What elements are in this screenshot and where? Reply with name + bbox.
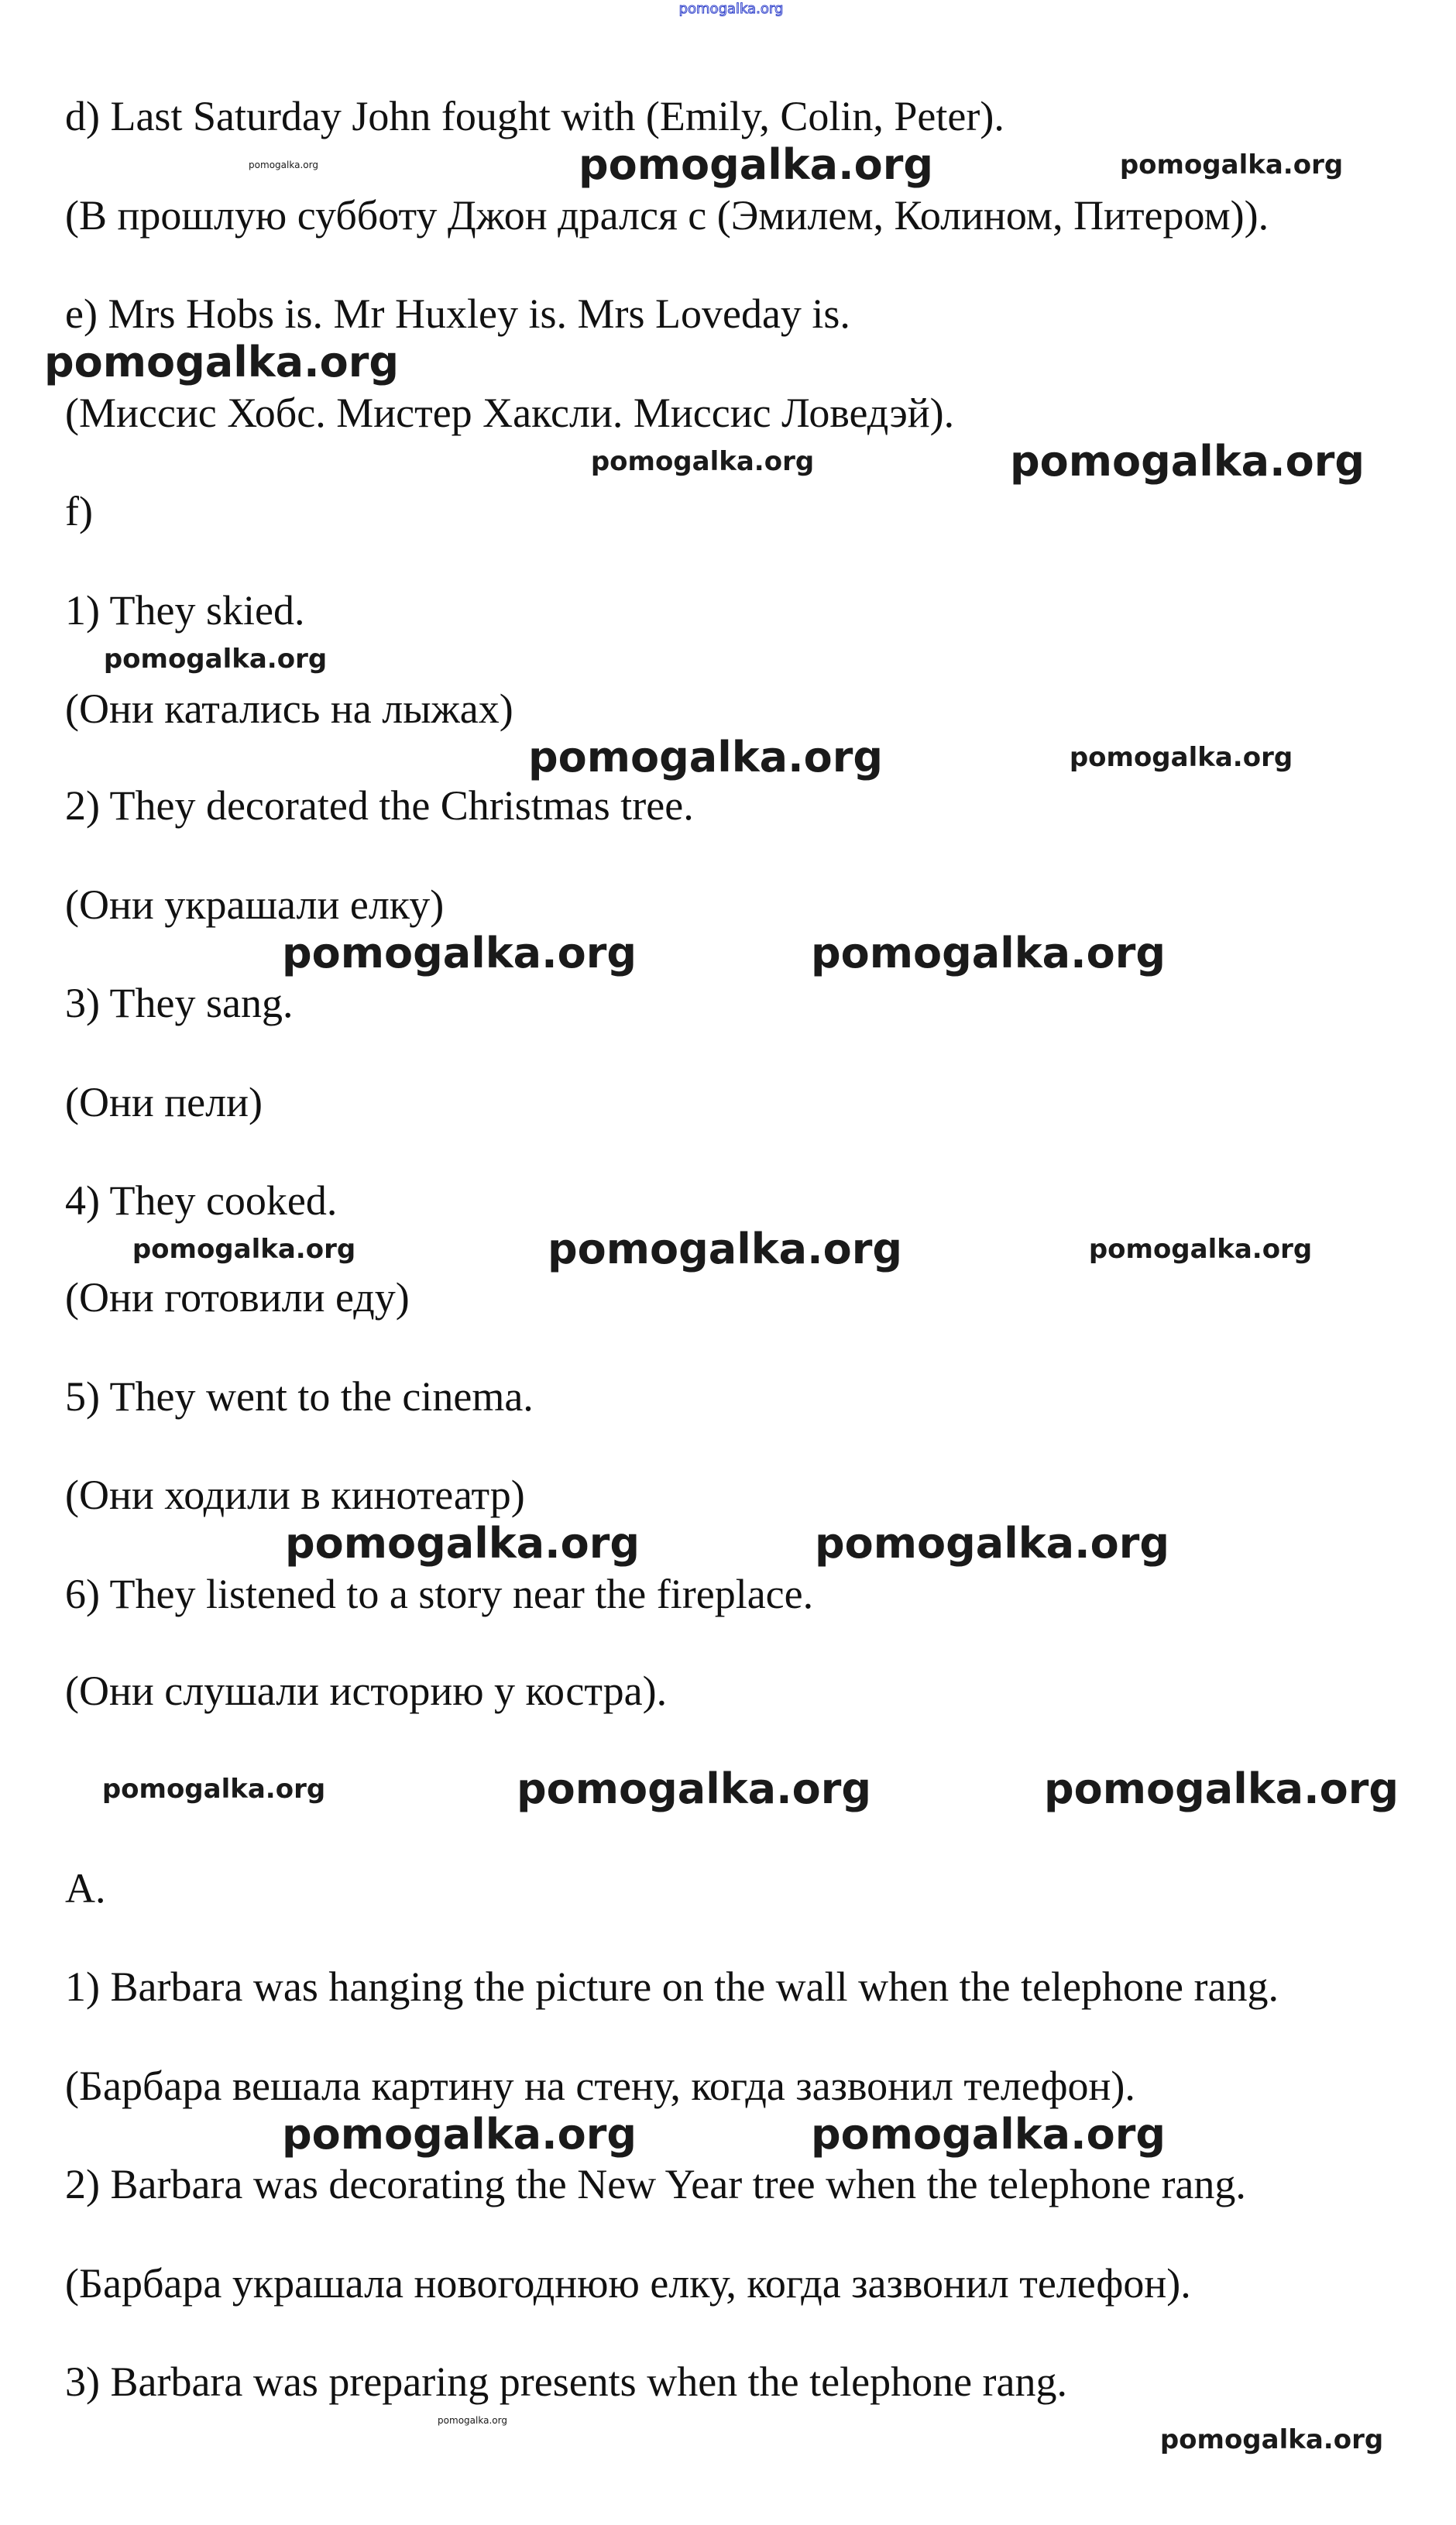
text-line: 3) They sang. [65,980,294,1026]
text-line: (Они готовили еду) [65,1274,410,1321]
watermark: pomogalka.org [438,2415,507,2426]
text-line: 6) They listened to a story near the fireplace. [65,1571,814,1617]
text-line: 4) They cooked. [65,1177,338,1224]
text-line: 2) Barbara was decorating the New Year tree when the telephone rang. [65,2161,1246,2207]
watermark: pomogalka.org [132,1234,356,1265]
text-line: d) Last Saturday John fought with (Emily, Colin, Peter). [65,93,1004,139]
watermark: pomogalka.org [579,140,933,189]
watermark: pomogalka.org [1159,2424,1384,2455]
watermark: pomogalka.org [1088,1234,1313,1265]
watermark: pomogalka.org [44,338,399,386]
watermark: pomogalka.org [528,733,883,782]
watermark: pomogalka.org [101,1774,326,1805]
watermark: pomogalka.org [285,1519,640,1568]
watermark: pomogalka.org [548,1225,902,1273]
text-line: (В прошлую субботу Джон дрался с (Эмилем, Колином, Питером)). [65,192,1269,239]
watermark: pomogalka.org [282,929,637,977]
watermark: pomogalka.org [1119,149,1344,180]
text-line: 3) Barbara was preparing presents when the telephone rang. [65,2358,1067,2405]
text-line: (Барбара украшала новогоднюю елку, когда зазвонил телефон). [65,2260,1191,2307]
watermark: pomogalka.org [590,446,815,477]
text-line: 2) They decorated the Christmas tree. [65,782,694,829]
watermark: pomogalka.org [811,2110,1166,2159]
text-line: 1) They skied. [65,587,305,634]
text-line: A. [65,1865,106,1912]
watermark: pomogalka.org [815,1519,1169,1568]
text-line: e) Mrs Hobs is. Mr Huxley is. Mrs Loveday is. [65,290,850,337]
watermark: pomogalka.org [1010,437,1365,486]
text-line: (Они слушали историю у костра). [65,1668,668,1714]
text-line: (Они катались на лыжах) [65,685,513,732]
text-line: 1) Barbara was hanging the picture on the wall when the telephone rang. [65,1963,1279,2010]
text-line: 5) They went to the cinema. [65,1373,534,1420]
text-line: (Миссис Хобс. Мистер Хаксли. Миссис Ловедэй). [65,390,955,436]
watermark: pomogalka.org [811,929,1166,977]
text-line: (Они пели) [65,1079,263,1125]
text-line: (Они украшали елку) [65,881,445,928]
watermark: pomogalka.org [282,2110,637,2159]
watermark: pomogalka.org [1044,1764,1399,1813]
watermark: pomogalka.org [103,644,328,675]
text-line: f) [65,488,93,534]
text-line: (Барбара вешала картину на стену, когда зазвонил телефон). [65,2063,1135,2109]
watermark: pomogalka.org [1069,742,1293,773]
watermark: pomogalka.org [249,160,318,170]
watermark: pomogalka.org [678,1,784,17]
watermark: pomogalka.org [517,1764,871,1813]
text-line: (Они ходили в кинотеатр) [65,1472,525,1518]
